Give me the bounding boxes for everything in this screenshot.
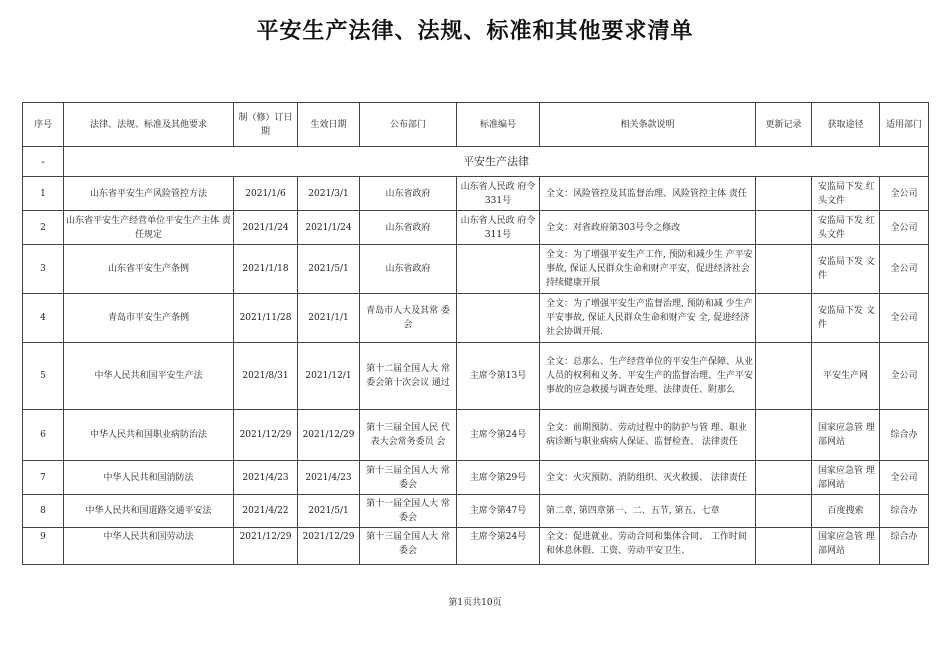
cell-name: 青岛市平安生产条例 bbox=[64, 294, 234, 343]
cell-effective: 2021/12/29 bbox=[298, 528, 360, 565]
cell-channel: 安监局下发 红头文件 bbox=[812, 211, 880, 245]
cell-revised: 2021/1/24 bbox=[234, 211, 298, 245]
cell-desc: 全文：火灾预防、消防组织、灭火救援、 法律责任 bbox=[540, 461, 756, 495]
cell-name: 中华人民共和国消防法 bbox=[64, 461, 234, 495]
cell-desc: 全文：前期预防、劳动过程中的防护与管 理、职业病诊断与职业病病人保证、监督检查、 法律责任 bbox=[540, 410, 756, 461]
cell-update bbox=[756, 343, 812, 410]
table-row bbox=[23, 211, 929, 245]
cell-desc: 第二章, 第四章第一、二、五节, 第五、七章 bbox=[540, 495, 756, 528]
cell-code: 主席令第47号 bbox=[457, 495, 540, 528]
cell-revised: 2021/12/29 bbox=[234, 528, 298, 565]
cell-revised: 2021/1/18 bbox=[234, 245, 298, 294]
cell-dept: 山东省政府 bbox=[360, 211, 457, 245]
table-row bbox=[23, 245, 929, 294]
cell-applies: 综合办 bbox=[880, 528, 929, 565]
cell-no: 2 bbox=[23, 211, 64, 245]
cell-no: 7 bbox=[23, 461, 64, 495]
header-dept: 公布部门 bbox=[360, 103, 457, 147]
cell-dept: 第十三届全国人大 常委会 bbox=[360, 528, 457, 565]
cell-revised: 2021/1/6 bbox=[234, 177, 298, 211]
cell-dept: 山东省政府 bbox=[360, 177, 457, 211]
cell-update bbox=[756, 410, 812, 461]
cell-code bbox=[457, 294, 540, 343]
cell-update bbox=[756, 528, 812, 565]
page-footer: 第1页共10页 bbox=[448, 598, 502, 608]
cell-channel: 安监局下发 红头文件 bbox=[812, 177, 880, 211]
cell-applies: 全公司 bbox=[880, 211, 929, 245]
cell-effective: 2021/5/1 bbox=[298, 495, 360, 528]
cell-name: 中华人民共和国平安生产法 bbox=[64, 343, 234, 410]
cell-name: 中华人民共和国职业病防治法 bbox=[64, 410, 234, 461]
cell-dept: 第十二届全国人大 常委会第十次会议 通过 bbox=[360, 343, 457, 410]
cell-effective: 2021/4/23 bbox=[298, 461, 360, 495]
regulations-table bbox=[22, 102, 929, 565]
cell-name: 中华人民共和国道路交通平安法 bbox=[64, 495, 234, 528]
table-header-row bbox=[23, 103, 929, 147]
section-row bbox=[23, 147, 929, 177]
cell-channel: 平安生产网 bbox=[812, 343, 880, 410]
cell-revised: 2021/8/31 bbox=[234, 343, 298, 410]
page-title: 平安生产法律、法规、标准和其他要求清单 bbox=[256, 18, 694, 44]
cell-update bbox=[756, 211, 812, 245]
cell-update bbox=[756, 294, 812, 343]
table-row bbox=[23, 343, 929, 410]
header-effective: 生效日期 bbox=[298, 103, 360, 147]
cell-code: 主席令第24号 bbox=[457, 410, 540, 461]
cell-name: 山东省平安生产风险管控方法 bbox=[64, 177, 234, 211]
cell-dept: 第十一届全国人大 常委会 bbox=[360, 495, 457, 528]
cell-desc: 全文：促进就业、劳动合同和集体合同、 工作时间和休息休假、工资、劳动平安卫生、 bbox=[540, 528, 756, 565]
cell-revised: 2021/4/22 bbox=[234, 495, 298, 528]
cell-code: 山东省人民政 府令331号 bbox=[457, 177, 540, 211]
cell-applies: 全公司 bbox=[880, 245, 929, 294]
section-no: - bbox=[23, 147, 64, 177]
cell-applies: 全公司 bbox=[880, 294, 929, 343]
cell-code: 主席令第29号 bbox=[457, 461, 540, 495]
cell-no: 6 bbox=[23, 410, 64, 461]
table-row bbox=[23, 461, 929, 495]
cell-effective: 2021/1/24 bbox=[298, 211, 360, 245]
cell-update bbox=[756, 177, 812, 211]
cell-desc: 全文：为了增强平安生产工作, 预防和减少生 产平安事故, 保证人民群众生命和财产平安，促进经济社会持续健康开展 bbox=[540, 245, 756, 294]
cell-no: 9 bbox=[23, 528, 64, 565]
cell-effective: 2021/1/1 bbox=[298, 294, 360, 343]
cell-desc: 全文：总那么、生产经营单位的平安生产保障、从业人员的权利和义务、平安生产的监督治理、生产平安事故的应急救援与调查处理、法律责任、附那么 bbox=[540, 343, 756, 410]
cell-no: 1 bbox=[23, 177, 64, 211]
cell-no: 4 bbox=[23, 294, 64, 343]
cell-code: 主席令第13号 bbox=[457, 343, 540, 410]
cell-no: 8 bbox=[23, 495, 64, 528]
cell-code: 主席令第24号 bbox=[457, 528, 540, 565]
cell-effective: 2021/12/1 bbox=[298, 343, 360, 410]
cell-no: 3 bbox=[23, 245, 64, 294]
cell-revised: 2021/12/29 bbox=[234, 410, 298, 461]
cell-name: 山东省平安生产经营单位平安生产主体 责任规定 bbox=[64, 211, 234, 245]
section-label: 平安生产法律 bbox=[64, 147, 929, 177]
header-desc: 相关条款说明 bbox=[540, 103, 756, 147]
cell-applies: 全公司 bbox=[880, 461, 929, 495]
cell-dept: 第十三届全国人民 代表大会常务委员 会 bbox=[360, 410, 457, 461]
cell-revised: 2021/4/23 bbox=[234, 461, 298, 495]
cell-channel: 国家应急管 理部网站 bbox=[812, 528, 880, 565]
cell-channel: 安监局下发 文件 bbox=[812, 245, 880, 294]
cell-applies: 综合办 bbox=[880, 410, 929, 461]
table-row bbox=[23, 294, 929, 343]
cell-desc: 全文：对省政府第303号令之修改 bbox=[540, 211, 756, 245]
cell-desc: 全文：为了增强平安生产监督治理, 预防和减 少生产平安事故, 保证人民群众生命和财产安 全, 促进经济社会协调开展. bbox=[540, 294, 756, 343]
cell-name: 山东省平安生产条例 bbox=[64, 245, 234, 294]
cell-applies: 全公司 bbox=[880, 177, 929, 211]
table-row bbox=[23, 177, 929, 211]
table-row bbox=[23, 410, 929, 461]
cell-channel: 国家应急管 理部网站 bbox=[812, 410, 880, 461]
cell-applies: 全公司 bbox=[880, 343, 929, 410]
cell-channel: 安监局下发 文件 bbox=[812, 294, 880, 343]
cell-channel: 国家应急管 理部网站 bbox=[812, 461, 880, 495]
cell-revised: 2021/11/28 bbox=[234, 294, 298, 343]
cell-update bbox=[756, 461, 812, 495]
cell-update bbox=[756, 245, 812, 294]
cell-effective: 2021/12/29 bbox=[298, 410, 360, 461]
cell-desc: 全文：风险管控及其监督治理、风险管控主体 责任 bbox=[540, 177, 756, 211]
cell-dept: 青岛市人大及其常 委会 bbox=[360, 294, 457, 343]
header-name: 法律、法规、标准及其他要求 bbox=[64, 103, 234, 147]
cell-update bbox=[756, 495, 812, 528]
header-applies: 适用部门 bbox=[880, 103, 929, 147]
cell-code: 山东省人民政 府令311号 bbox=[457, 211, 540, 245]
cell-name: 中华人民共和国劳动法 bbox=[64, 528, 234, 565]
header-no: 序号 bbox=[23, 103, 64, 147]
cell-no: 5 bbox=[23, 343, 64, 410]
header-code: 标准编号 bbox=[457, 103, 540, 147]
header-channel: 获取途径 bbox=[812, 103, 880, 147]
cell-applies: 综合办 bbox=[880, 495, 929, 528]
header-revised: 制（修）订日期 bbox=[234, 103, 298, 147]
cell-dept: 山东省政府 bbox=[360, 245, 457, 294]
cell-channel: 百度搜索 bbox=[812, 495, 880, 528]
table-row bbox=[23, 495, 929, 528]
table-row bbox=[23, 528, 929, 565]
cell-effective: 2021/3/1 bbox=[298, 177, 360, 211]
cell-dept: 第十三届全国人大 常委会 bbox=[360, 461, 457, 495]
cell-effective: 2021/5/1 bbox=[298, 245, 360, 294]
cell-code bbox=[457, 245, 540, 294]
header-update: 更新记录 bbox=[756, 103, 812, 147]
